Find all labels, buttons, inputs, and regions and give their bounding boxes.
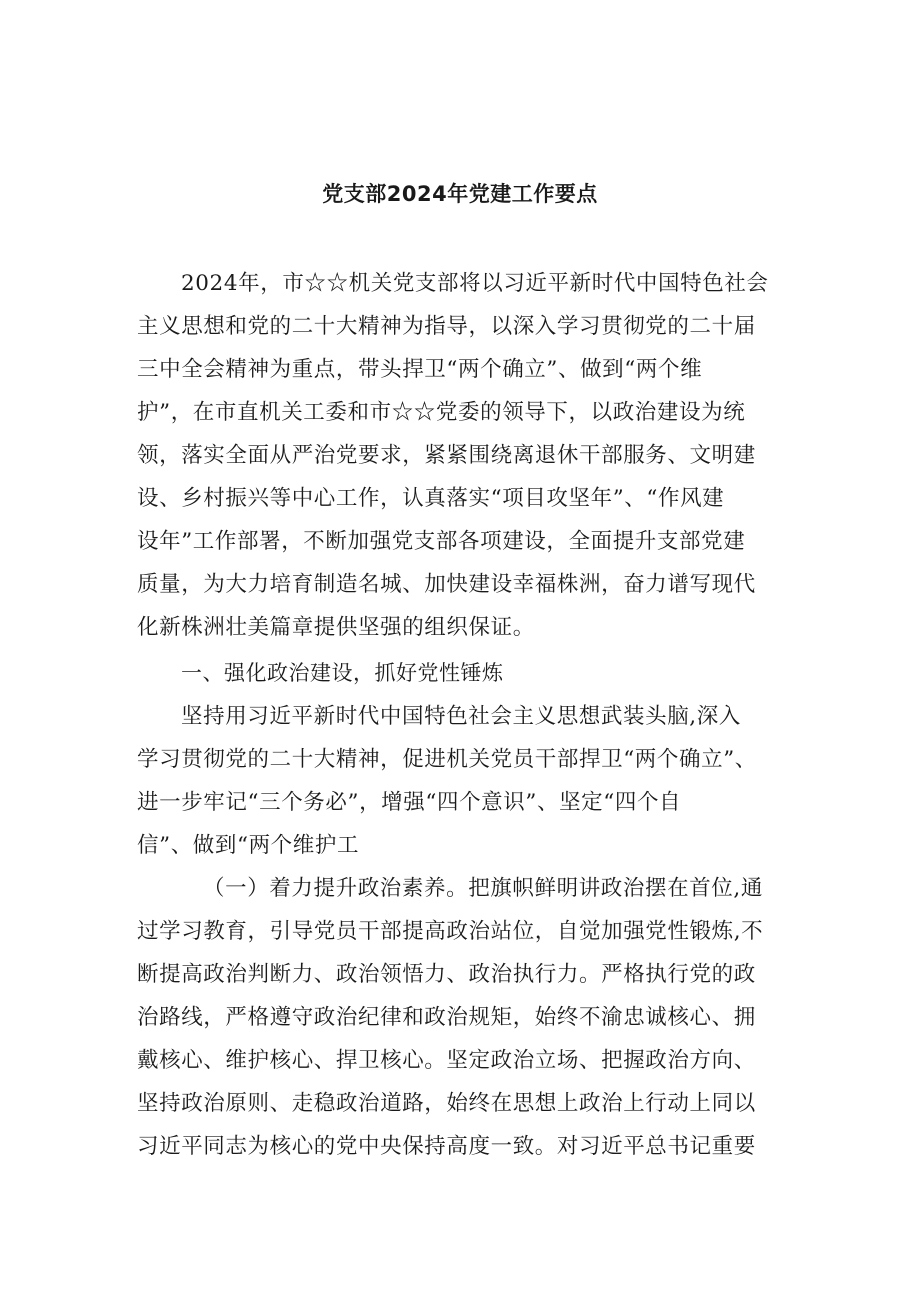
section-body-line: 学习贯彻党的二十大精神，促进机关党员干部捍卫“两个确立”、 xyxy=(137,747,757,772)
section-body-line: 坚持用习近平新时代中国特色社会主义思想武装头脑,深入 xyxy=(181,704,741,729)
intro-line: 三中全会精神为重点，带头捍卫“两个确立”、做到“两个维 xyxy=(137,357,703,382)
section-body-line: 信”、做到“两个维护工 xyxy=(137,833,360,858)
intro-line: 设、乡村振兴等中心工作，认真落实“项目攻坚年”、“作风建 xyxy=(137,486,725,511)
intro-line: 化新株洲壮美篇章提供坚强的组织保证。 xyxy=(137,615,535,640)
intro-line: 领，落实全面从严治党要求，紧紧围绕离退休干部服务、文明建 xyxy=(137,443,756,468)
intro-line: 2024年，市☆☆机关党支部将以习近平新时代中国特色社会 xyxy=(181,271,769,296)
intro-line: 护”，在市直机关工委和市☆☆党委的领导下，以政治建设为统 xyxy=(137,400,746,425)
intro-line: 主义思想和党的二十大精神为指导，以深入学习贯彻党的二十届 xyxy=(137,314,756,339)
subsection-line: 断提高政治判断力、政治领悟力、政治执行力。严格执行党的政 xyxy=(137,962,756,987)
document-title: 党支部2024年党建工作要点 xyxy=(322,182,598,206)
subsection-line: 戴核心、维护核心、捍卫核心。坚定政治立场、把握政治方向、 xyxy=(137,1048,756,1073)
intro-line: 质量，为大力培育制造名城、加快建设幸福株洲，奋力谱写现代 xyxy=(137,572,756,597)
subsection-line: 过学习教育，引导党员干部提高政治站位，自觉加强党性锻炼,不 xyxy=(137,919,764,944)
subsection-line: 治路线，严格遵守政治纪律和政治规矩，始终不渝忠诚核心、拥 xyxy=(137,1005,756,1030)
intro-line: 设年”工作部署，不断加强党支部各项建设，全面提升支部党建 xyxy=(137,529,746,554)
subsection-line: 习近平同志为核心的党中央保持高度一致。对习近平总书记重要 xyxy=(137,1134,756,1159)
subsection-line: 坚持政治原则、走稳政治道路，始终在思想上政治上行动上同以 xyxy=(137,1091,756,1116)
section-body-line: 进一步牢记“三个务必”，增强“四个意识”、坚定“四个自 xyxy=(137,790,682,815)
section-heading: 一、强化政治建设，抓好党性锤炼 xyxy=(181,661,504,685)
subsection-line: （一）着力提升政治素养。把旗帜鲜明讲政治摆在首位,通 xyxy=(203,876,763,901)
